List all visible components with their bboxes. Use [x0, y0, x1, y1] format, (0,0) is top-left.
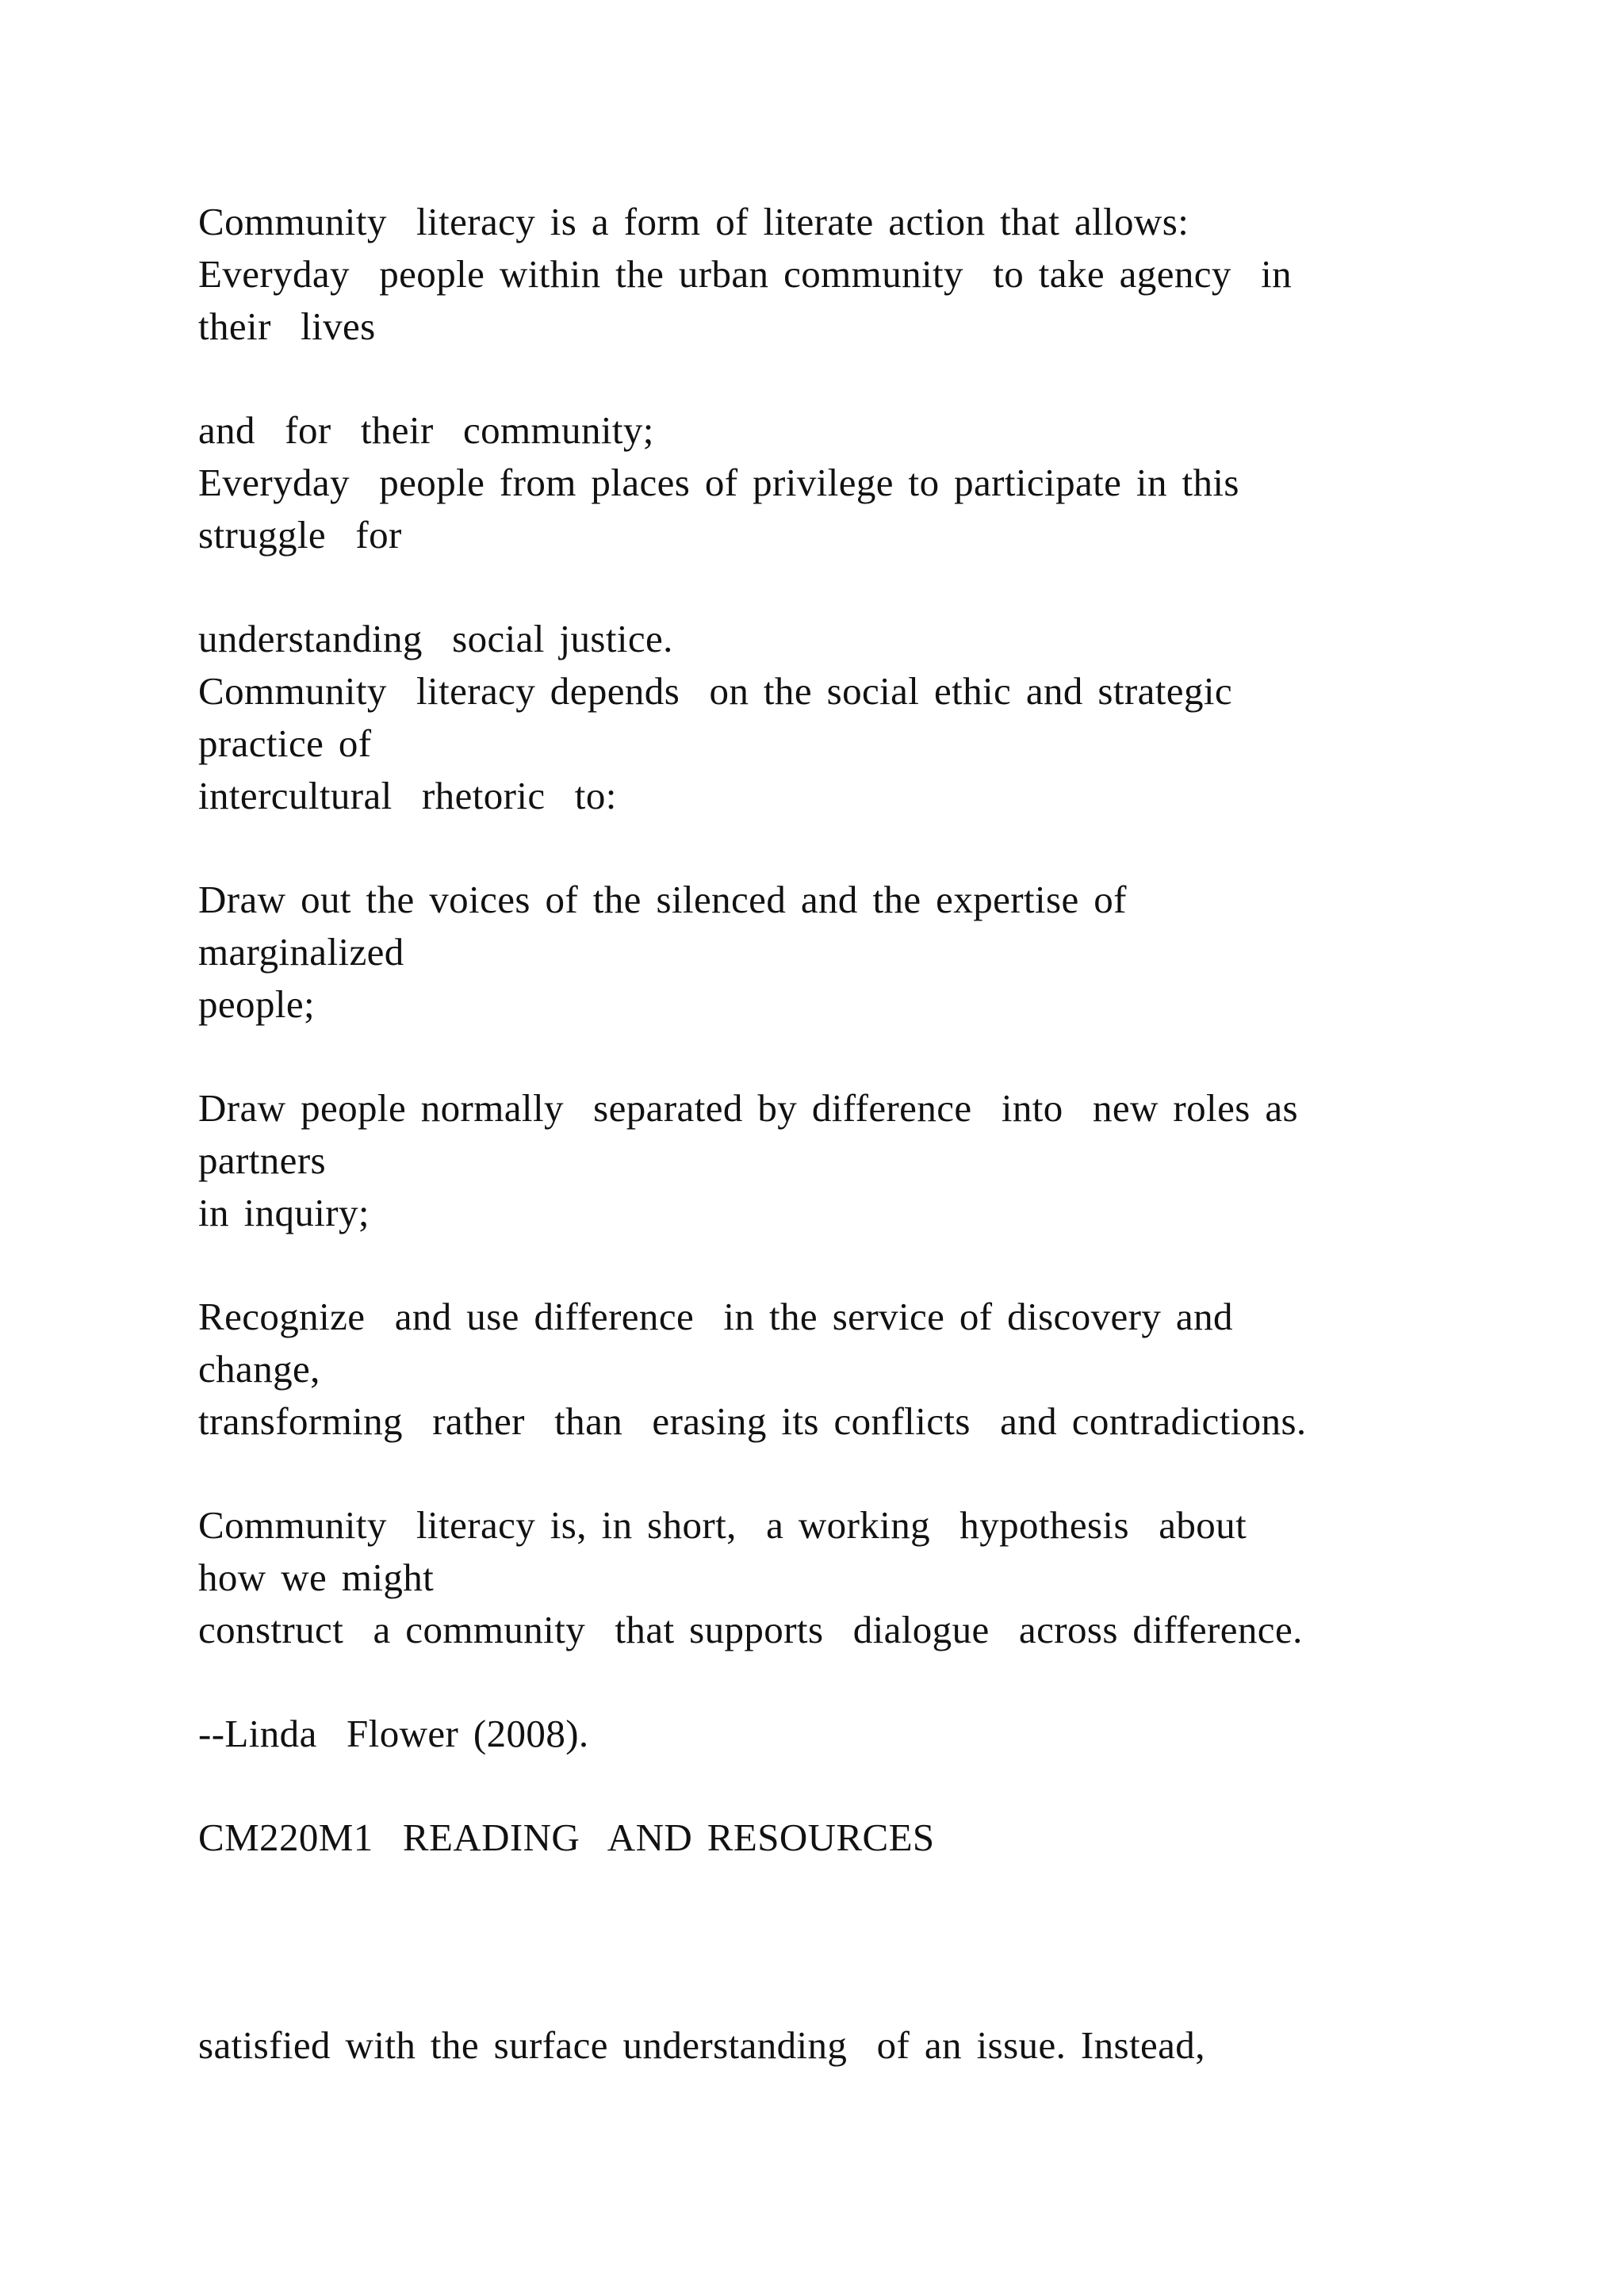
text-line: in inquiry;: [198, 1191, 370, 1234]
text-line: Draw out the voices of the silenced and the expertise of: [198, 878, 1127, 921]
text-line: struggle for: [198, 513, 402, 557]
attribution: --Linda Flower (2008).: [198, 1712, 589, 1755]
text-line: people;: [198, 982, 316, 1026]
text-line: understanding social justice.: [198, 617, 673, 660]
text-line: how we might: [198, 1556, 435, 1599]
text-line: construct a community that supports dialogue across difference.: [198, 1608, 1303, 1651]
text-line: intercultural rhetoric to:: [198, 774, 617, 817]
text-line: Everyday people within the urban community to take agency in: [198, 252, 1292, 296]
text-line: practice of: [198, 721, 372, 765]
text-line: Community literacy is, in short, a working hypothesis about: [198, 1503, 1247, 1547]
text-line: Everyday people from places of privilege to participate in this: [198, 461, 1239, 504]
text-line: transforming rather than erasing its conflicts and contradictions.: [198, 1399, 1307, 1443]
text-line: partners: [198, 1138, 327, 1182]
text-line: Community literacy depends on the social ethic and strategic: [198, 669, 1233, 713]
text-line: and for their community;: [198, 408, 654, 452]
text-line: change,: [198, 1347, 320, 1391]
text-line: Recognize and use difference in the service of discovery and: [198, 1295, 1233, 1338]
text-line: satisfied with the surface understanding of an issue. Instead,: [198, 2023, 1205, 2067]
text-line: Draw people normally separated by difference into new roles as: [198, 1086, 1298, 1130]
text-line: their lives: [198, 304, 376, 348]
section-heading: CM220M1 READING AND RESOURCES: [198, 1816, 935, 1859]
text-line: Community literacy is a form of literate action that allows:: [198, 200, 1189, 243]
text-line: marginalized: [198, 930, 404, 974]
